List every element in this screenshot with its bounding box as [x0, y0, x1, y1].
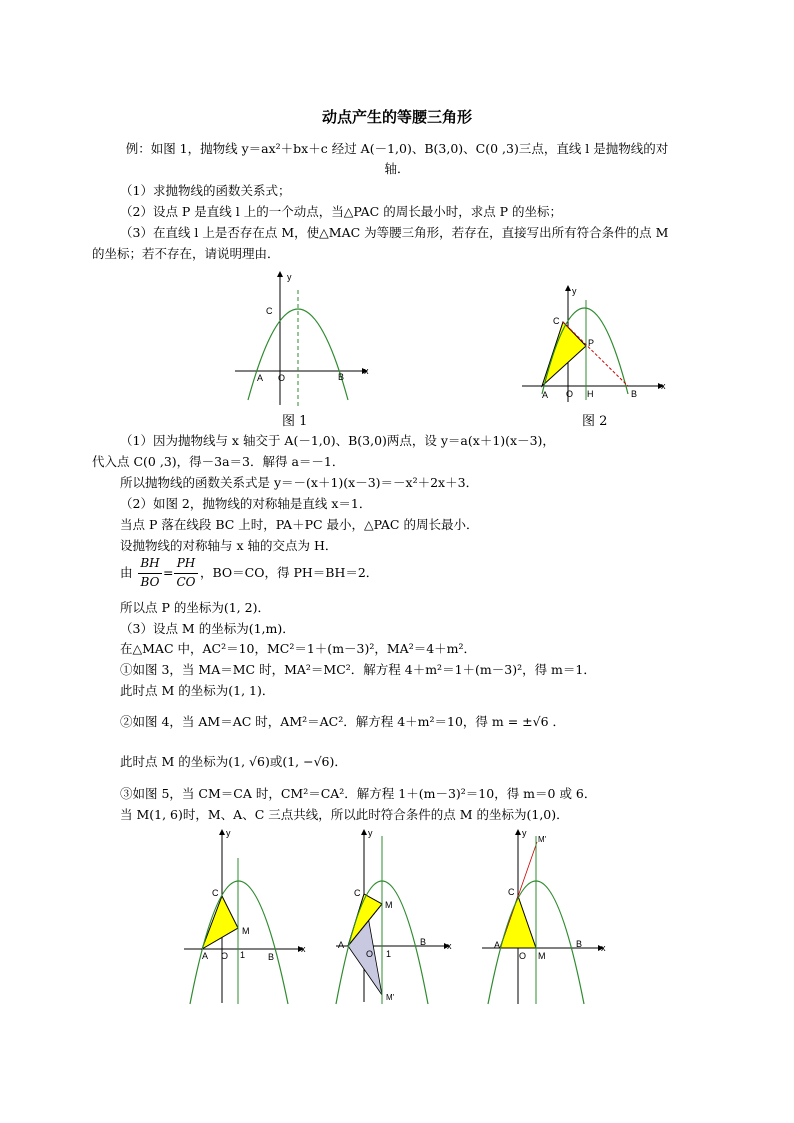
problem-line-2: 轴．	[384, 161, 410, 176]
fig1-y-arrow	[277, 271, 283, 277]
fig5-label-a: A	[494, 940, 501, 950]
solution-2-suffix: ，BO＝CO，得 PH＝BH＝2．	[200, 565, 379, 580]
fig4-label-c: C	[354, 888, 361, 898]
fig3-triangle-mac	[202, 896, 238, 949]
frac2-denominator: CO	[176, 575, 196, 589]
solution-3-line-2: 在△MAC 中，AC²＝10，MC²＝1＋(m－3)²，MA²＝4＋m²．	[120, 641, 477, 656]
solution-2-line-5: 所以点 P 的坐标为(1, 2)．	[120, 600, 270, 615]
fig3-parabola	[190, 881, 288, 1004]
fig5-y-label: y	[522, 828, 527, 838]
frac1-denominator: BO	[140, 575, 160, 589]
solution-1-line-2: 代入点 C(0 ,3)，得－3a＝3．解得 a＝－1．	[92, 454, 345, 469]
fig2-label-p: P	[588, 338, 595, 348]
question-1: （1）求抛物线的函数关系式；	[120, 183, 291, 198]
fig2-label-h: H	[587, 389, 594, 399]
solution-3-line-3: ①如图 3，当 MA＝MC 时，MA²＝MC²．解方程 4＋m²＝1＋(m－3)²，得 m＝1．	[120, 662, 596, 677]
fig3-x-label: x	[301, 944, 306, 954]
solution-2-line-1: （2）如图 2，抛物线的对称轴是直线 x＝1．	[120, 496, 372, 511]
fig4-x-label: x	[447, 941, 452, 951]
fig3-y-arrow	[219, 829, 225, 835]
question-3-line-2: 的坐标；若不存在，请说明理由．	[92, 246, 280, 261]
figure-2	[520, 282, 670, 407]
fig3-label-one: 1	[240, 950, 246, 960]
fig4-label-b: B	[420, 937, 427, 947]
frac1-bar	[138, 573, 162, 574]
figure-1	[230, 268, 370, 408]
solution-2-prefix: 由	[120, 565, 133, 580]
fig2-label-b: B	[631, 389, 638, 399]
fig5-label-m-prime: M'	[538, 835, 547, 844]
solution-2-line-3: 设抛物线的对称轴与 x 轴的交点为 H．	[120, 538, 338, 553]
figure-5	[480, 828, 615, 1006]
solution-3-line-4: 此时点 M 的坐标为(1, 1)．	[120, 683, 275, 698]
problem-line-1: 例：如图 1，抛物线 y＝ax²＋bx＋c 经过 A(－1,0)、B(3,0)、C(0 ,3)三点，直线 l 是抛物线的对	[125, 141, 669, 156]
fig1-label-o: O	[278, 373, 286, 383]
solution-1-line-1: （1）因为抛物线与 x 轴交于 A(－1,0)、B(3,0)两点，设 y＝a(x＋1)(x－3)，	[120, 433, 555, 448]
fig2-x-label: x	[661, 381, 666, 391]
fig4-label-one: 1	[386, 949, 392, 959]
figure-2-caption: 图 2	[582, 414, 608, 429]
solution-3-line-5: ②如图 4，当 AM＝AC 时，AM²＝AC²．解方程 4＋m²＝10，得 m = ±√6 ．	[120, 714, 566, 729]
solution-3-line-8: 当 M(1, 6)时，M、A、C 三点共线，所以此时符合条件的点 M 的坐标为(1,0)．	[120, 807, 569, 822]
fig4-y-arrow	[361, 829, 367, 835]
question-2: （2）设点 P 是直线 l 上的一个动点，当△PAC 的周长最小时，求点 P 的坐标；	[120, 204, 563, 219]
figure-3	[180, 828, 315, 1006]
frac2-bar	[174, 573, 198, 574]
fig4-label-a: A	[338, 940, 345, 950]
figure-4	[332, 828, 462, 1006]
fig3-label-c: C	[212, 888, 219, 898]
fig3-y-label: y	[226, 828, 231, 838]
solution-3-line-1: （3）设点 M 的坐标为(1,m)．	[120, 621, 295, 636]
fig4-label-m: M	[385, 900, 393, 910]
fig5-label-b: B	[576, 939, 583, 949]
fig5-label-m: M	[538, 951, 546, 961]
fig2-y-label: y	[572, 286, 577, 296]
fig2-triangle-pac	[542, 322, 586, 386]
fig2-label-a: A	[542, 390, 549, 400]
frac1-numerator: BH	[140, 556, 160, 570]
frac-equals: =	[163, 565, 174, 580]
question-3-line-1: （3）在直线 l 上是否存在点 M，使△MAC 为等腰三角形，若存在，直接写出所有符合条件的点 M	[120, 225, 669, 240]
fig3-label-o: O	[221, 951, 229, 961]
fig1-y-label: y	[287, 272, 292, 282]
solution-2-line-2: 当点 P 落在线段 BC 上时，PA＋PC 最小，△PAC 的周长最小．	[120, 517, 479, 532]
fig3-label-a: A	[202, 951, 209, 961]
fig4-y-label: y	[368, 828, 373, 838]
fig2-y-arrow	[565, 285, 571, 291]
fig1-label-c: C	[266, 306, 273, 316]
fig5-x-label: x	[601, 943, 606, 953]
fig1-label-b: B	[338, 372, 345, 382]
fig2-label-c: C	[553, 316, 560, 326]
fig5-y-arrow	[515, 829, 521, 835]
fig5-triangle-mac	[500, 896, 536, 948]
fig2-label-o: O	[566, 389, 574, 399]
solution-3-line-7: ③如图 5，当 CM＝CA 时，CM²＝CA²．解方程 1＋(m－3)²＝10，得 m＝0 或 6．	[120, 786, 597, 801]
figure-1-caption: 图 1	[282, 414, 308, 429]
fig1-label-a: A	[257, 373, 264, 383]
fig5-label-c: C	[508, 887, 515, 897]
fig4-label-m-prime: M'	[386, 993, 395, 1002]
solution-1-line-3: 所以抛物线的函数关系式是 y＝－(x＋1)(x－3)＝－x²＋2x＋3．	[120, 475, 479, 490]
solution-3-line-6: 此时点 M 的坐标为(1, √6)或(1, −√6)．	[120, 754, 347, 769]
fig1-x-label: x	[364, 366, 369, 376]
fig5-label-o: O	[519, 951, 527, 961]
fig4-label-o: O	[366, 949, 374, 959]
fig3-label-m: M	[242, 926, 250, 936]
frac2-numerator: PH	[176, 556, 196, 570]
fig3-label-b: B	[268, 952, 275, 962]
page-title: 动点产生的等腰三角形	[321, 108, 472, 126]
